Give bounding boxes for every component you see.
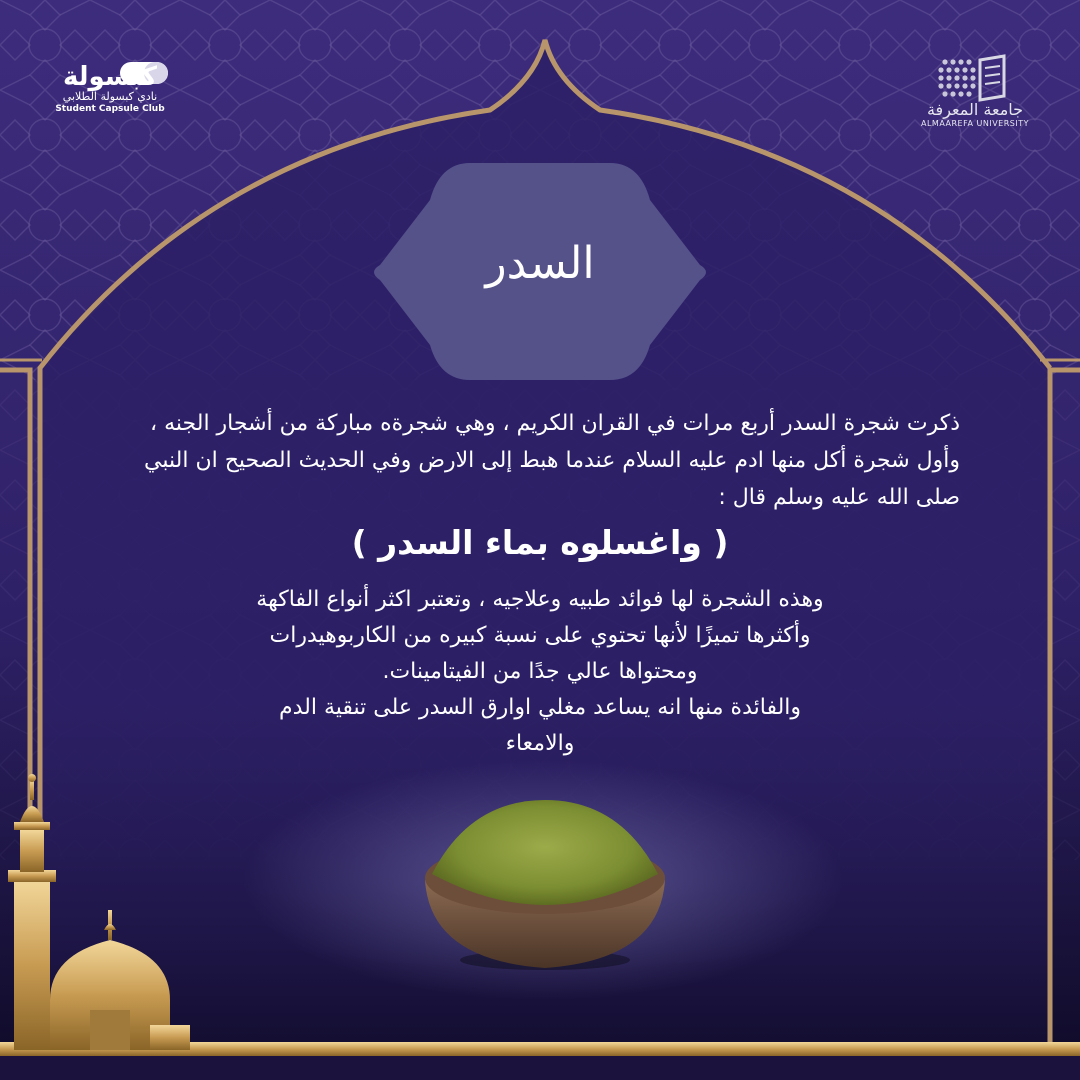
capsule-wordmark: كبسولة [62, 62, 158, 92]
university-logo [905, 100, 1045, 128]
capsule-subtitle: نادي كبسولة الطلابي [62, 90, 158, 103]
benefits-line: ومحتواها عالي جدًا من الفيتامينات. [382, 659, 698, 684]
benefits-line: والفائدة منها انه يساعد مغلي اوارق السدر على تنقية الدم [278, 695, 802, 720]
university-english-name: ALMAAREFA UNIVERSITY [921, 119, 1029, 128]
capsule-club-logo [40, 62, 180, 114]
benefits-line: وأكثرها تميزًا لأنها تحتوي على نسبة كبيره من الكاربوهيدرات [269, 623, 811, 648]
benefits-line: وهذه الشجرة لها فوائد طبيه وعلاجيه ، وتعتبر اكثر أنواع الفاكهة [256, 587, 824, 612]
benefits-line: والامعاء [505, 731, 575, 756]
intro-paragraph: ذكرت شجرة السدر أربع مرات في القران الكريم ، وهي شجرةه مباركة من أشجار الجنه ، وأول شجرة أكل منها ادم عليه السلام عندما هبط إلى الارض وفي الحديث الصحيح ان النبي صلى الله عليه وسلم قال : [144, 411, 960, 510]
capsule-english-name: Student Capsule Club [55, 104, 165, 114]
page-title: السدر [485, 238, 595, 289]
benefits-paragraph [120, 582, 960, 762]
university-arabic-name: جامعة المعرفة [926, 100, 1024, 119]
hadith-quote: ( واغسلوه بماء السدر ) [351, 523, 729, 562]
